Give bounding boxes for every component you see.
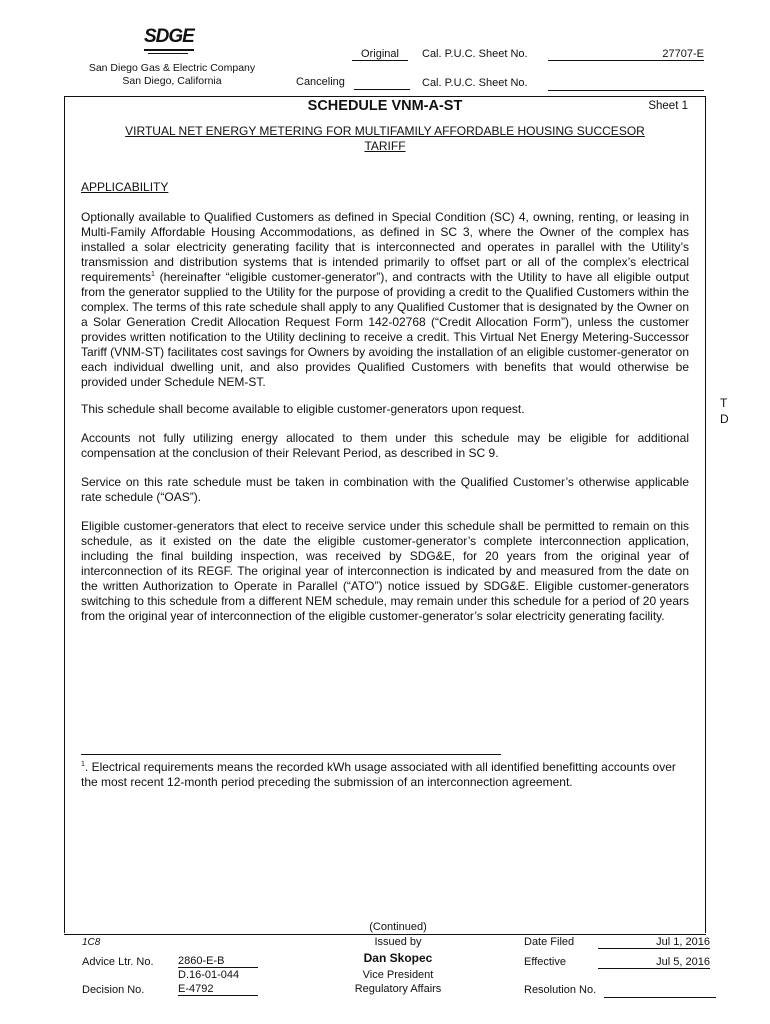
schedule-subtitle-line1: VIRTUAL NET ENERGY METERING FOR MULTIFAMILY AFFORDABLE HOUSING SUCCESOR <box>125 124 645 138</box>
cal-puc-label-2: Cal. P.U.C. Sheet No. <box>422 77 528 89</box>
page-code: 1C8 <box>82 937 101 948</box>
resolution-label: Resolution No. <box>524 984 597 996</box>
schedule-title: SCHEDULE VNM-A-ST <box>307 98 463 114</box>
sheet-number: 27707-E <box>548 48 704 61</box>
margin-mark-t: T <box>720 396 728 410</box>
original-label: Original <box>352 48 408 61</box>
logo-underline <box>144 49 194 51</box>
issuer-title-1: Vice President <box>362 969 434 981</box>
para1-part-a: Optionally available to Qualified Customers as defined in Special Condition (SC) 4, owning, renting, or leasing in Multi-Family Affordable Housing Accommodations, as defined in SC 3, where the Owner of the complex has installed a solar electricity generating facility that is interconnected and operates in parallel with the Utility’s transmission and distribution systems that is intended primarily to offset part or all of the complex’s electrical requirements <box>81 210 689 284</box>
footnote-text: . Electrical requirements means the recorded kWh usage associated with all identified benefitting accounts over the most recent 12-month period preceding the submission of an interconnection agreement. <box>81 760 676 789</box>
applicability-heading: APPLICABILITY <box>81 180 169 194</box>
company-location: San Diego, California <box>122 75 222 87</box>
footnote <box>81 760 689 790</box>
decision-value-1: D.16-01-044 <box>178 969 240 981</box>
margin-mark-d: D <box>720 412 729 426</box>
decision-label: Decision No. <box>82 984 145 996</box>
logo-text: SDGE <box>144 26 194 47</box>
sheet-label: Sheet 1 <box>648 100 688 112</box>
applicability-paragraph-2: This schedule shall become available to eligible customer-generators upon request. <box>81 402 525 416</box>
canceling-sheet-blank <box>548 90 704 91</box>
effective-value: Jul 5, 2016 <box>598 956 710 969</box>
issued-by-label: Issued by <box>374 936 422 948</box>
date-filed-label: Date Filed <box>524 936 575 948</box>
decision-value-2: E-4792 <box>178 983 258 996</box>
canceling-label: Canceling <box>296 76 345 88</box>
advice-letter-label: Advice Ltr. No. <box>82 956 154 968</box>
company-name: San Diego Gas & Electric Company <box>88 62 256 74</box>
footnote-ref: 1 <box>151 271 155 278</box>
issuer-title-2: Regulatory Affairs <box>354 983 442 995</box>
applicability-paragraph-1 <box>81 210 689 390</box>
resolution-value <box>604 984 716 998</box>
date-filed-value: Jul 1, 2016 <box>598 936 710 949</box>
sdge-logo <box>144 26 200 56</box>
advice-letter-value: 2860-E-B <box>178 955 258 968</box>
footnote-rule <box>81 754 501 755</box>
canceling-blank <box>354 89 410 90</box>
footnote-number: 1 <box>81 761 85 768</box>
applicability-paragraph-5: Eligible customer-generators that elect to receive service under this schedule shall be permitted to remain on this schedule, as it existed on the date the eligible customer-generator’s complete interconnection application, including the final building inspection, was received by SDG&E, for 20 years from the original year of interconnection of its REGF. The original year of interconnection is indicated by and measured from the date on the written Authorization to Operate in Parallel (“ATO”) notice issued by SDG&E. Eligible customer-generators switching to this schedule from a different NEM schedule, may remain under this schedule for a period of 20 years from the original year of interconnection of the eligible customer-generator’s solar electricity generating facility. <box>81 519 689 623</box>
footer-rule <box>64 934 706 935</box>
issuer-name: Dan Skopec <box>363 951 433 965</box>
applicability-paragraph-3: Accounts not fully utilizing energy allocated to them under this schedule may be eligible for additional compensation at the conclusion of their Relevant Period, as described in SC 9. <box>81 431 689 460</box>
schedule-subtitle-line2: TARIFF <box>364 139 406 153</box>
effective-label: Effective <box>524 956 566 968</box>
logo-underline-thin <box>148 53 188 54</box>
continued-label: (Continued) <box>369 921 427 933</box>
para1-part-b: (hereinafter “eligible customer-generator”), and contracts with the Utility to have all eligible output from the generator supplied to the Utility for the purpose of providing a credit to the Qualified Customers within the complex. The terms of this rate schedule shall apply to any Qualified Customer that is designated by the Owner on a Solar Generation Credit Allocation Request Form 142-02768 (“Credit Allocation Form”), unless the customer provides written notification to the Utility declining to receive a credit. This Virtual Net Energy Metering-Successor Tariff (VNM-ST) facilitates cost savings for Owners by avoiding the installation of an eligible customer-generator on each individual dwelling unit, and also provides Qualified Customers with benefits that would otherwise be provided under Schedule NEM-ST. <box>81 270 689 389</box>
cal-puc-label-1: Cal. P.U.C. Sheet No. <box>422 48 528 60</box>
applicability-paragraph-4: Service on this rate schedule must be taken in combination with the Qualified Customer’s otherwise applicable rate schedule (“OAS”). <box>81 475 689 504</box>
